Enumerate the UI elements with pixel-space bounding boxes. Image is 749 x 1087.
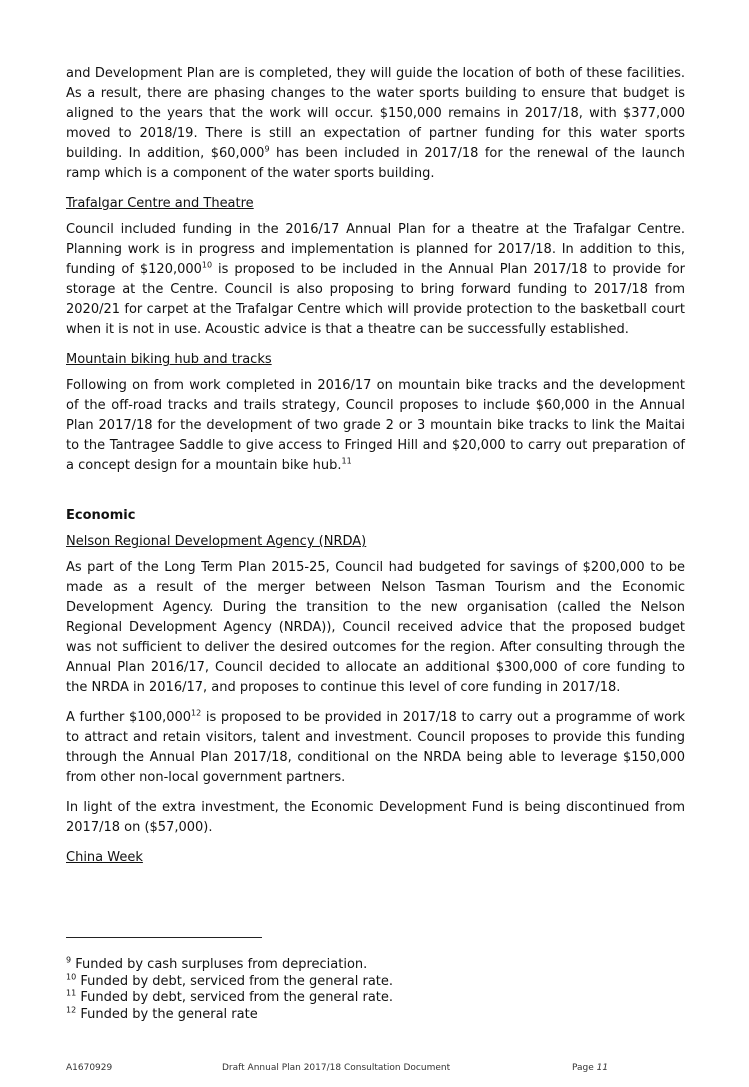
trafalgar-text-a: Council included funding in the 2016/17 Annual Plan for a theatre at the Trafalgar Centre. Planning work is in progress and implementation is planned for 2017/18. In addition to this, funding of $120,000 bbox=[66, 222, 685, 277]
footnote-text: Funded by the general rate bbox=[76, 1006, 258, 1022]
nrda-text-2a: A further $100,000 bbox=[66, 710, 192, 725]
china-week-heading: China Week bbox=[66, 850, 143, 865]
footnote-ref-10[interactable]: 10 bbox=[201, 260, 213, 270]
nrda-text-2b: is proposed to be provided in 2017/18 to carry out a programme of work to attract and retain visitors, talent and investment. Council proposes to provide this funding through the Annual Plan 2017/18, conditional on the NRDA being able to leverage $150,000 from other non-local government partners. bbox=[66, 710, 685, 785]
page-label: Page bbox=[572, 1063, 597, 1073]
footnote-text: Funded by debt, serviced from the general rate. bbox=[76, 990, 394, 1005]
trafalgar-paragraph bbox=[66, 220, 685, 340]
page-footer bbox=[0, 1062, 749, 1076]
intro-text-end: has been included in 2017/18 for the renewal of the launch ramp which is a component of the water sports building. bbox=[66, 146, 686, 181]
footnote-text: Funded by debt, serviced from the general rate. bbox=[76, 973, 394, 989]
footnote-number: 12 bbox=[66, 1005, 77, 1015]
intro-text: and Development Plan are is completed, they will guide the location of both of these facilities. As a result, there are phasing changes to the water sports building to ensure that budget is aligned to the years that the work will occur. $150,000 remains in 2017/18, with $377,000 moved to 2018/19. There is still an expectation of partner funding for this water sports building. In addition, $60,000 bbox=[66, 66, 685, 161]
footnote-ref-12[interactable]: 12 bbox=[191, 708, 202, 718]
intro-paragraph bbox=[66, 64, 685, 184]
page-content bbox=[66, 64, 685, 874]
footnote-9 bbox=[66, 957, 685, 974]
trafalgar-heading: Trafalgar Centre and Theatre bbox=[66, 196, 254, 211]
nrda-paragraph-2 bbox=[66, 708, 685, 788]
footnote-ref-9[interactable]: 9 bbox=[264, 144, 270, 154]
trafalgar-text-b: is proposed to be included in the Annual Plan 2017/18 to provide for storage at the Centre. Council is also proposing to bring forward funding to 2017/18 from 2020/21 for carpet at the Trafalgar Centre which will provide protection to the basketball court when it is not in use. Acoustic advice is that a theatre can be successfully established. bbox=[66, 262, 685, 337]
mtb-paragraph bbox=[66, 376, 685, 476]
footnote-ref-11[interactable]: 11 bbox=[341, 456, 352, 466]
nrda-paragraph-1: As part of the Long Term Plan 2015-25, Council had budgeted for savings of $200,000 to be made as a result of the merger between Nelson Tasman Tourism and the Economic Development Agency. During the transition to the new organisation (called the Nelson Regional Development Agency (NRDA)), Council received advice that the proposed budget was not sufficient to deliver the desired outcomes for the region. After consulting through the Annual Plan 2016/17, Council decided to allocate an additional $300,000 of core funding to the NRDA in 2016/17, and proposes to continue this level of core funding in 2017/18. bbox=[66, 560, 685, 695]
footnote-number: 11 bbox=[66, 988, 77, 998]
mtb-text: Following on from work completed in 2016/17 on mountain bike tracks and the development of the off-road tracks and trails strategy, Council proposes to include $60,000 in the Annual Plan 2017/18 for the development of two grade 2 or 3 mountain bike tracks to link the Maitai to the Tantragee Saddle to give access to Fringed Hill and $20,000 to carry out preparation of a concept design for a mountain bike hub. bbox=[66, 378, 685, 473]
economic-heading: Economic bbox=[66, 508, 136, 523]
footnote-number: 9 bbox=[66, 955, 72, 965]
nrda-heading: Nelson Regional Development Agency (NRDA) bbox=[66, 534, 367, 549]
mtb-heading: Mountain biking hub and tracks bbox=[66, 352, 272, 367]
footnotes bbox=[66, 957, 685, 1023]
footnote-text: Funded by cash surpluses from depreciation. bbox=[71, 957, 368, 972]
document-id: A1670929 bbox=[66, 1063, 113, 1073]
document-title: Draft Annual Plan 2017/18 Consultation Document bbox=[222, 1063, 451, 1073]
footnote-10 bbox=[66, 974, 685, 991]
page-number bbox=[572, 1062, 608, 1074]
footnote-separator bbox=[66, 937, 262, 938]
nrda-paragraph-3: In light of the extra investment, the Economic Development Fund is being discontinued from 2017/18 on ($57,000). bbox=[66, 800, 685, 835]
footnote-number: 10 bbox=[66, 972, 77, 982]
footnote-12 bbox=[66, 1007, 685, 1024]
footnote-11 bbox=[66, 990, 685, 1007]
page-number-value: 11 bbox=[596, 1063, 609, 1073]
